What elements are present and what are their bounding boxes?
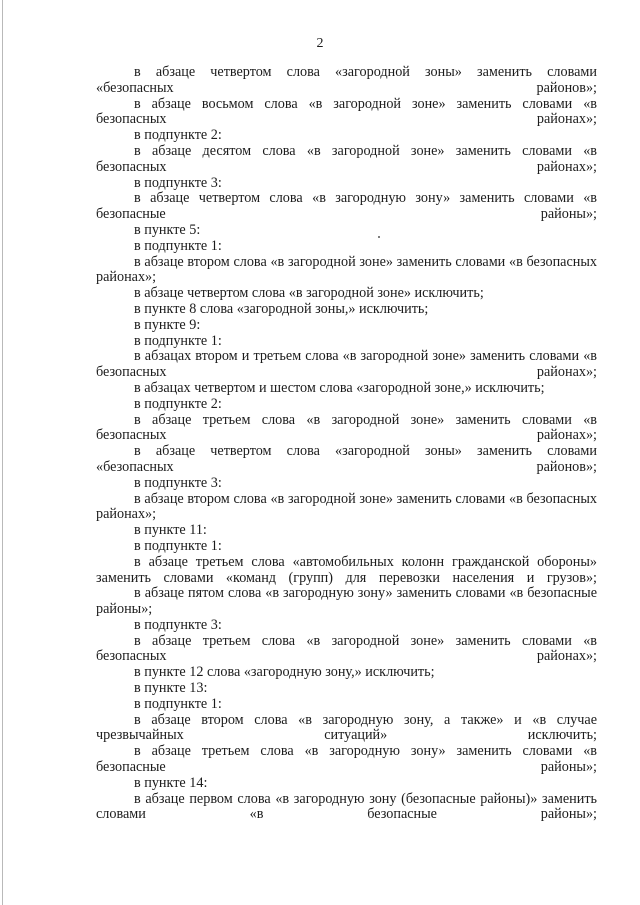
page-number: 2 (316, 36, 324, 51)
paragraph: в абзаце четвертом слова «загородной зоны» заменить словами «безопасных районов»; (96, 443, 597, 475)
paragraph: в абзаце втором слова «в загородную зону, а также» и «в случае чрезвычайных ситуаций» исключить; (96, 711, 597, 744)
paragraph: в абзаце втором слова «в загородной зоне» заменить словами «в безопасных районах»; (96, 490, 597, 523)
paragraph: в абзаце первом слова «в загородную зону (безопасные районы)» заменить словами «в безопасные районы»; (96, 790, 597, 823)
paragraph: в абзаце десятом слова «в загородной зоне» заменить словами «в безопасных районах»; (96, 142, 597, 175)
scan-edge-line (2, 0, 3, 905)
paragraph: в подпункте 1: (134, 695, 222, 712)
paragraph: в пункте 8 слова «загородной зоны,» исключить; (134, 300, 429, 317)
scan-speck (378, 236, 380, 238)
document-body (96, 65, 597, 823)
paragraph: в пункте 13: (134, 680, 208, 697)
paragraph: в абзацах втором и третьем слова «в загородной зоне» заменить словами «в безопасных районах»; (96, 348, 597, 381)
paragraph: в пункте 12 слова «загородную зону,» исключить; (134, 664, 435, 681)
paragraph: в абзаце втором слова «в загородной зоне» заменить словами «в безопасных районах»; (96, 253, 597, 286)
paragraph: в подпункте 2: (134, 127, 222, 144)
paragraph: в пункте 14: (134, 774, 208, 791)
paragraph: в подпункте 3: (134, 616, 222, 633)
paragraph: в подпункте 1: (134, 332, 222, 349)
paragraph: в абзацах четвертом и шестом слова «загородной зоне,» исключить; (134, 379, 545, 396)
paragraph: в подпункте 3: (134, 474, 222, 491)
paragraph: в абзаце третьем слова «в загородной зоне» заменить словами «в безопасных районах»; (96, 632, 597, 665)
paragraph: в абзаце третьем слова «в загородной зоне» заменить словами «в безопасных районах»; (96, 411, 597, 444)
paragraph: в пункте 9: (134, 316, 201, 333)
paragraph: в абзаце третьем слова «автомобильных колонн гражданской обороны» заменить словами «команд (групп) для перевозки населения и грузов»; (96, 553, 597, 586)
paragraph: в абзаце четвертом слова «в загородной зоне» исключить; (134, 285, 484, 302)
paragraph: в абзаце пятом слова «в загородную зону» заменить словами «в безопасные районы»; (96, 585, 597, 618)
paragraph: в пункте 11: (134, 522, 207, 539)
paragraph: в абзаце четвертом слова «в загородную зону» заменить словами «в безопасные районы»; (96, 190, 597, 223)
paragraph: в подпункте 1: (134, 537, 222, 554)
paragraph: в абзаце восьмом слова «в загородной зоне» заменить словами «в безопасных районах»; (96, 95, 597, 128)
paragraph: в подпункте 3: (134, 174, 222, 191)
paragraph: в пункте 5: (134, 221, 201, 238)
paragraph: в абзаце четвертом слова «загородной зоны» заменить словами «безопасных районов»; (96, 64, 597, 96)
paragraph: в подпункте 1: (134, 237, 222, 254)
paragraph: в подпункте 2: (134, 395, 222, 412)
paragraph: в абзаце третьем слова «в загородную зону» заменить словами «в безопасные районы»; (96, 743, 597, 776)
